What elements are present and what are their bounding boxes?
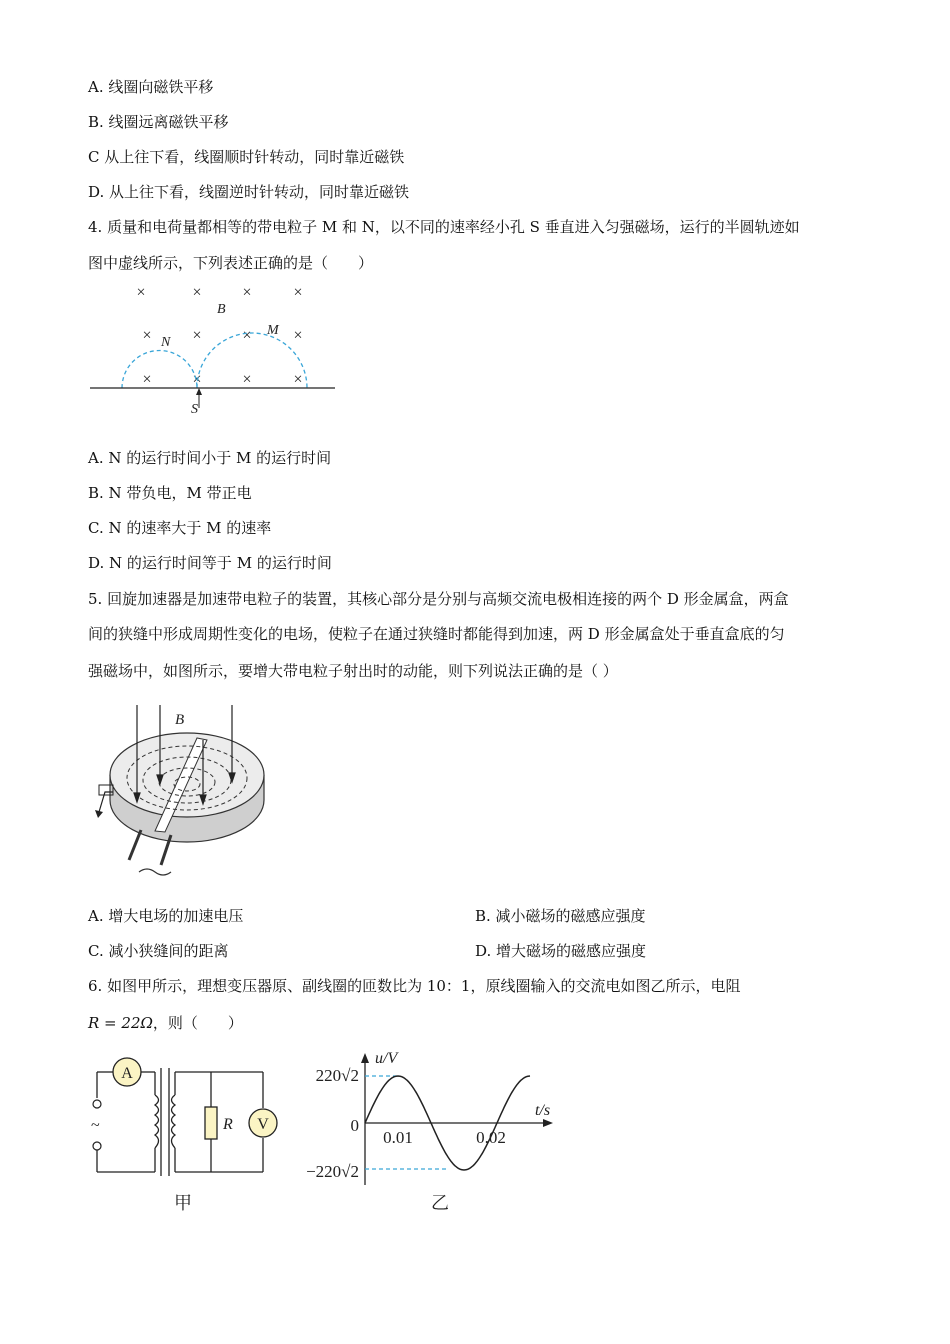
ac-source-symbol bbox=[139, 869, 171, 875]
exit-arrow-head bbox=[95, 810, 103, 818]
input-terminal bbox=[93, 1100, 101, 1108]
trajectory-n bbox=[122, 351, 197, 389]
q6-stem-tail: ，则（ ） bbox=[152, 1014, 243, 1032]
graph-xlabel: t/s bbox=[535, 1102, 551, 1119]
cross-mark: × bbox=[192, 371, 202, 388]
input-terminal bbox=[93, 1142, 101, 1150]
y-axis-arrow bbox=[361, 1053, 369, 1063]
voltmeter-label: V bbox=[257, 1116, 269, 1133]
y-tick-origin: 0 bbox=[350, 1116, 359, 1135]
q5-stem-line1: 5. 回旋加速器是加速带电粒子的装置，其核心部分是分别与高频交流电极相连接的两个 D 形金属盒，两盒 bbox=[88, 590, 789, 608]
field-label-b: B bbox=[175, 712, 185, 728]
ammeter-label: A bbox=[121, 1065, 133, 1082]
q4-option-a: A. N 的运行时间小于 M 的运行时间 bbox=[88, 449, 332, 467]
cross-mark: × bbox=[293, 284, 303, 301]
q5-stem-line2: 间的狭缝中形成周期性变化的电场，使粒子在通过狭缝时都能得到加速，两 D 形金属盒处于垂直盒底的匀 bbox=[88, 625, 785, 643]
x-axis-arrow bbox=[543, 1119, 553, 1127]
q5-cyclotron-figure bbox=[85, 700, 285, 885]
electrode-lead bbox=[129, 830, 141, 860]
q3-option-b: B. 线圈远离磁铁平移 bbox=[88, 113, 229, 131]
resistor-label: R bbox=[223, 1116, 233, 1133]
x-tick-0.01: 0.01 bbox=[383, 1128, 413, 1147]
cross-mark: × bbox=[192, 284, 202, 301]
cross-mark: × bbox=[192, 327, 202, 344]
entry-arrow-head bbox=[196, 388, 202, 395]
q4-option-b: B. N 带负电，M 带正电 bbox=[88, 484, 252, 502]
trajectory-label-m: M bbox=[267, 323, 279, 338]
cross-mark: × bbox=[293, 371, 303, 388]
secondary-coil bbox=[172, 1095, 176, 1148]
q4-stem-line1: 4. 质量和电荷量都相等的带电粒子 M 和 N，以不同的速率经小孔 S 垂直进入匀强磁场，运行的半圆轨迹如 bbox=[88, 218, 800, 236]
q5-option-a: A. 增大电场的加速电压 bbox=[88, 907, 244, 925]
ac-source-label: ~ bbox=[91, 1117, 100, 1134]
q3-option-a: A. 线圈向磁铁平移 bbox=[88, 78, 214, 96]
cross-mark: × bbox=[136, 284, 146, 301]
q6-stem-line2 bbox=[88, 1013, 243, 1033]
q6-voltage-graph bbox=[285, 1045, 565, 1220]
circuit-caption: 甲 bbox=[174, 1193, 192, 1213]
q5-stem-line3: 强磁场中，如图所示，要增大带电粒子射出时的动能，则下列说法正确的是（ ） bbox=[88, 662, 618, 680]
x-tick-0.02: 0.02 bbox=[476, 1128, 506, 1147]
cross-mark: × bbox=[293, 327, 303, 344]
cross-mark: × bbox=[142, 327, 152, 344]
q3-option-c: C 从上往下看，线圈顺时针转动，同时靠近磁铁 bbox=[88, 148, 405, 166]
graph-ylabel: u/V bbox=[375, 1050, 398, 1067]
cross-mark: × bbox=[142, 371, 152, 388]
y-tick-positive: 220√2 bbox=[315, 1066, 359, 1085]
q6-transformer-circuit bbox=[85, 1050, 285, 1220]
q5-option-d: D. 增大磁场的磁感应强度 bbox=[475, 942, 647, 960]
primary-coil bbox=[155, 1095, 159, 1148]
resistance-formula: R = 22Ω bbox=[88, 1014, 153, 1032]
resistor bbox=[205, 1107, 217, 1139]
q4-option-d: D. N 的运行时间等于 M 的运行时间 bbox=[88, 554, 332, 572]
graph-caption: 乙 bbox=[431, 1193, 449, 1213]
q5-option-c: C. 减小狭缝间的距离 bbox=[88, 942, 229, 960]
hole-label-s: S bbox=[191, 402, 198, 417]
trajectory-label-n: N bbox=[161, 335, 171, 350]
q3-option-d: D. 从上往下看，线圈逆时针转动，同时靠近磁铁 bbox=[88, 183, 410, 201]
q6-stem-line1: 6. 如图甲所示，理想变压器原、副线圈的匝数比为 10：1，原线圈输入的交流电如图乙所示，电阻 bbox=[88, 977, 741, 995]
q4-option-c: C. N 的速率大于 M 的速率 bbox=[88, 519, 272, 537]
cross-mark: × bbox=[242, 371, 252, 388]
q4-magnetic-field-figure bbox=[85, 278, 345, 418]
cross-mark: × bbox=[242, 284, 252, 301]
q4-stem-line2: 图中虚线所示，下列表述正确的是（ ） bbox=[88, 254, 374, 272]
y-tick-negative: −220√2 bbox=[306, 1162, 359, 1181]
trajectory-m bbox=[197, 333, 307, 388]
field-label-b: B bbox=[217, 302, 226, 317]
cross-mark: × bbox=[242, 327, 252, 344]
q5-option-b: B. 减小磁场的磁感应强度 bbox=[475, 907, 646, 925]
